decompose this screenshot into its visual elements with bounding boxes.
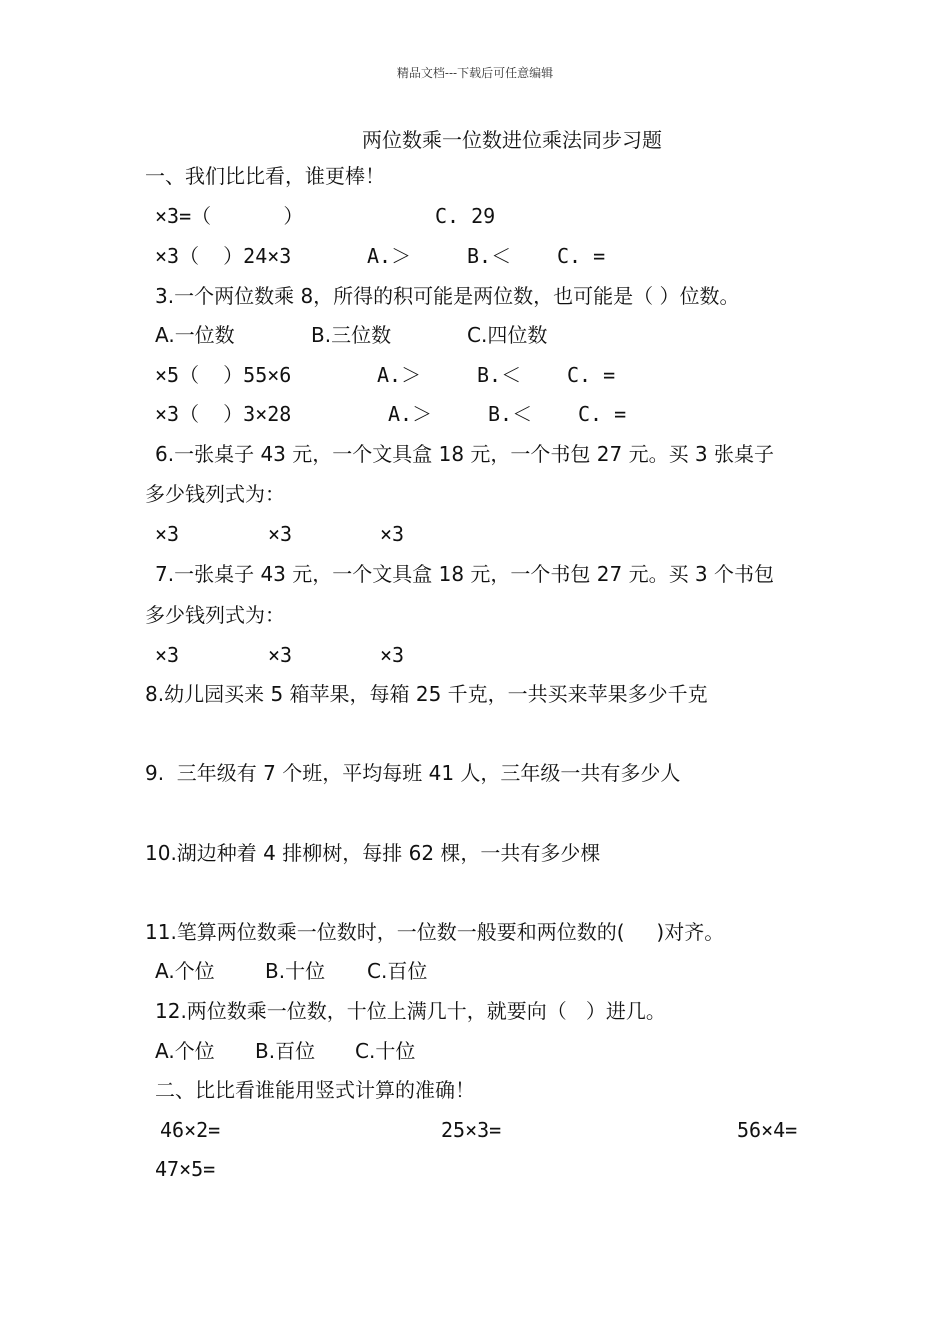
q3-text: 3.一个两位数乘 8，所得的积可能是两位数，也可能是（ ）位数。: [155, 284, 740, 308]
section-2-heading: 二、比比看谁能用竖式计算的准确！: [155, 1078, 475, 1102]
q5-option-b: B.＜: [488, 402, 533, 426]
q10-text: 10.湖边种着 4 排柳树，每排 62 棵，一共有多少棵: [145, 841, 601, 865]
page-header: 精品文档---下载后可任意编辑: [396, 66, 554, 80]
page-title: 两位数乘一位数进位乘法同步习题: [362, 128, 662, 152]
q3-option-a: A.一位数: [155, 323, 235, 347]
q4-expression: ×5（ ）55×6: [155, 363, 292, 387]
q2-option-a: A.＞: [367, 244, 412, 268]
q7-text-line-1: 7.一张桌子 43 元，一个文具盒 18 元，一个书包 27 元。买 3 个书包: [155, 562, 775, 586]
q12-option-a: A.个位: [155, 1039, 215, 1063]
q9-text: 9. 三年级有 7 个班，平均每班 41 人，三年级一共有多少人: [145, 761, 681, 785]
q11-option-c: C.百位: [367, 959, 428, 983]
q3-option-b: B.三位数: [311, 323, 392, 347]
calc-item-3: 56×4=: [737, 1118, 798, 1142]
q12-option-c: C.十位: [355, 1039, 416, 1063]
q1-option-c: C. 29: [435, 204, 496, 228]
q12-option-b: B.百位: [255, 1039, 316, 1063]
calc-item-4: 47×5=: [155, 1157, 216, 1181]
q4-option-b: B.＜: [477, 363, 522, 387]
q6-text-line-1: 6.一张桌子 43 元，一个文具盒 18 元，一个书包 27 元。买 3 张桌子: [155, 442, 775, 466]
q7-option-2: ×3: [268, 643, 293, 667]
q3-option-c: C.四位数: [467, 323, 548, 347]
q4-option-c: C. =: [567, 363, 616, 387]
q11-text: 11.笔算两位数乘一位数时，一位数一般要和两位数的( )对齐。: [145, 920, 725, 944]
q7-option-1: ×3: [155, 643, 180, 667]
q4-option-a: A.＞: [377, 363, 422, 387]
q11-option-a: A.个位: [155, 959, 215, 983]
q6-option-1: ×3: [155, 522, 180, 546]
q2-option-b: B.＜: [467, 244, 512, 268]
q5-option-a: A.＞: [388, 402, 433, 426]
q5-expression: ×3（ ）3×28: [155, 402, 292, 426]
q2-option-c: C. =: [557, 244, 606, 268]
q6-text-line-2: 多少钱列式为：: [145, 482, 285, 506]
q7-option-3: ×3: [380, 643, 405, 667]
q7-text-line-2: 多少钱列式为：: [145, 603, 285, 627]
calc-item-1: 46×2=: [160, 1118, 221, 1142]
q6-option-2: ×3: [268, 522, 293, 546]
q6-option-3: ×3: [380, 522, 405, 546]
q8-text: 8.幼儿园买来 5 箱苹果，每箱 25 千克，一共买来苹果多少千克: [145, 682, 708, 706]
section-1-heading: 一、我们比比看，谁更棒！: [145, 164, 385, 188]
q5-option-c: C. =: [578, 402, 627, 426]
q1-expression: ×3=（ ）: [155, 204, 304, 228]
q2-expression: ×3（ ）24×3: [155, 244, 292, 268]
q11-option-b: B.十位: [265, 959, 326, 983]
q12-text: 12.两位数乘一位数，十位上满几十，就要向（ ）进几。: [155, 999, 666, 1023]
calc-item-2: 25×3=: [441, 1118, 502, 1142]
